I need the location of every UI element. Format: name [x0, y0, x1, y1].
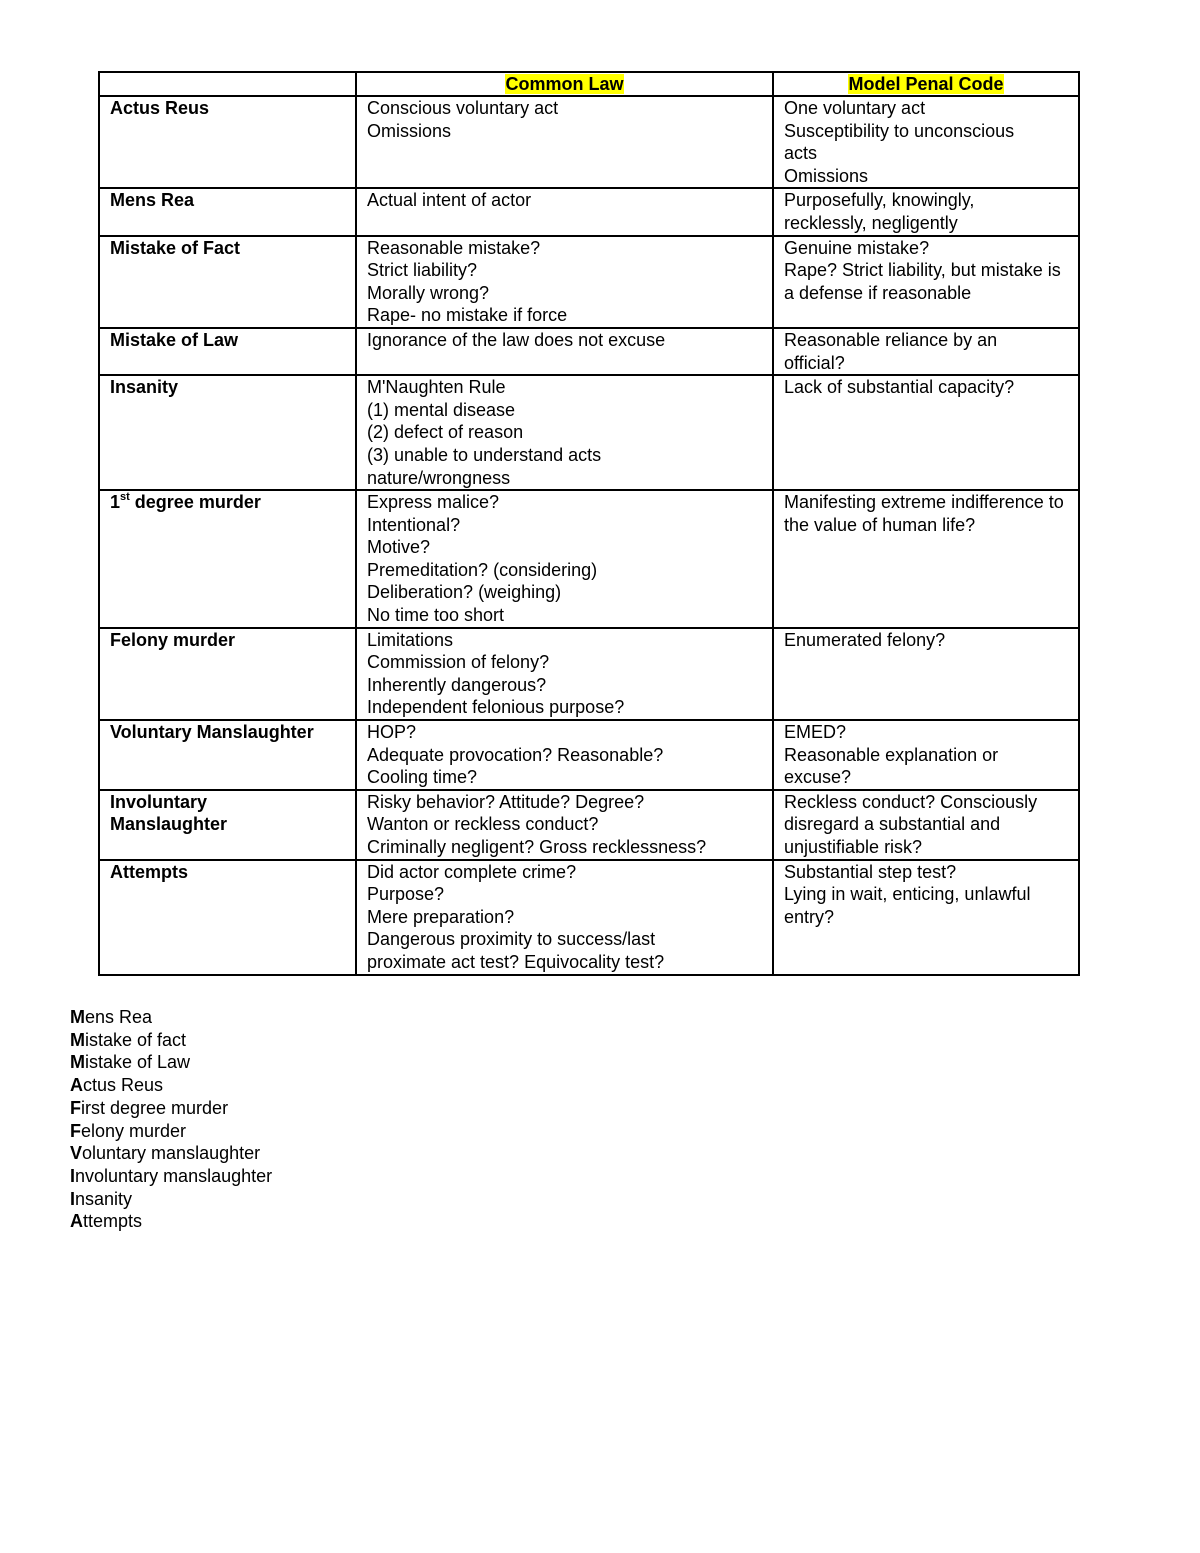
- cell-line: Susceptibility to unconscious acts: [784, 120, 1015, 164]
- list-item: Mens Rea: [70, 1007, 153, 1027]
- mpc-cell: [773, 790, 1079, 860]
- cell-line: Substantial step test?: [784, 861, 957, 882]
- cell-line: Reasonable explanation or excuse?: [784, 744, 999, 788]
- table-row: [99, 375, 1079, 490]
- mpc-cell: [773, 860, 1079, 975]
- list-item: Felony murder: [70, 1120, 187, 1141]
- common-law-cell: [356, 490, 773, 628]
- cell-line: Risky behavior? Attitude? Degree?: [367, 791, 645, 812]
- row-label-cell: [99, 860, 356, 975]
- list-item: Insanity: [70, 1188, 133, 1209]
- common-law-cell: [356, 790, 773, 860]
- row-label-cell: [99, 188, 356, 235]
- mpc-cell: [773, 328, 1079, 375]
- common-law-cell: [356, 375, 773, 490]
- table-row: [99, 790, 1079, 860]
- row-label: Felony murder: [110, 629, 236, 650]
- mpc-cell: [773, 628, 1079, 720]
- row-label: Involuntary Manslaughter: [110, 791, 228, 835]
- cell-line: Did actor complete crime?: [367, 861, 577, 882]
- mpc-cell: [773, 375, 1079, 490]
- cell-line: Ignorance of the law does not excuse: [367, 329, 666, 350]
- row-label-cell: [99, 490, 356, 628]
- cell-line: Premeditation? (considering): [367, 559, 598, 580]
- row-label-cell: [99, 790, 356, 860]
- common-law-cell: [356, 328, 773, 375]
- cell-line: Conscious voluntary act: [367, 98, 559, 118]
- row-label: Mistake of Fact: [110, 237, 241, 258]
- row-label: Insanity: [110, 377, 179, 398]
- cell-line: One voluntary act: [784, 98, 926, 118]
- common-law-cell: [356, 188, 773, 235]
- table-row: [99, 188, 1079, 235]
- mpc-cell: [773, 188, 1079, 235]
- cell-line: Independent felonious purpose?: [367, 697, 625, 718]
- list-item: Mistake of fact: [70, 1029, 187, 1050]
- list-item: Actus Reus: [70, 1075, 164, 1096]
- model-penal-code-heading: Model Penal Code: [848, 74, 1004, 94]
- mpc-cell: [773, 490, 1079, 628]
- cell-line: EMED?: [784, 722, 847, 743]
- common-law-cell: [356, 860, 773, 975]
- cell-line: Omissions: [784, 165, 869, 186]
- cell-line: Genuine mistake?: [784, 237, 930, 258]
- cell-line: HOP?: [367, 722, 417, 743]
- header-common-law: [356, 72, 773, 96]
- mpc-cell: [773, 96, 1079, 188]
- cell-line: (3) unable to understand acts nature/wrongness: [367, 444, 602, 488]
- cell-line: Limitations: [367, 629, 454, 650]
- cell-line: Purpose?: [367, 884, 445, 905]
- cell-line: Morally wrong?: [367, 282, 490, 303]
- row-label: Actus Reus: [110, 98, 210, 118]
- comparison-table: [98, 71, 1080, 976]
- row-label-cell: [99, 328, 356, 375]
- cell-line: Purposefully, knowingly, recklessly, negligently: [784, 190, 975, 233]
- common-law-cell: [356, 628, 773, 720]
- row-label-cell: [99, 720, 356, 790]
- row-label: 1st degree murder: [110, 491, 261, 513]
- cell-line: Express malice?: [367, 492, 500, 513]
- cell-line: Motive?: [367, 537, 431, 558]
- cell-line: Intentional?: [367, 514, 461, 535]
- mpc-cell: [773, 720, 1079, 790]
- table-row: [99, 328, 1079, 375]
- list-item: Involuntary manslaughter: [70, 1165, 273, 1186]
- list-item: Mistake of Law: [70, 1052, 191, 1073]
- cell-line: Strict liability?: [367, 260, 478, 281]
- cell-line: Rape? Strict liability, but mistake is a defense if reasonable: [784, 260, 1061, 303]
- cell-line: M'Naughten Rule: [367, 377, 506, 398]
- mnemonic-list: [70, 1006, 272, 1233]
- cell-line: Mere preparation?: [367, 906, 515, 927]
- table-row: [99, 628, 1079, 720]
- table-row: [99, 720, 1079, 790]
- table-row: [99, 236, 1079, 328]
- cell-line: Enumerated felony?: [784, 629, 946, 650]
- common-law-cell: [356, 96, 773, 188]
- list-item: First degree murder: [70, 1097, 229, 1118]
- list-item: Voluntary manslaughter: [70, 1143, 261, 1164]
- cell-line: Lying in wait, enticing, unlawful entry?: [784, 884, 1031, 927]
- cell-line: Actual intent of actor: [367, 190, 532, 211]
- cell-line: Inherently dangerous?: [367, 674, 547, 695]
- cell-line: Reasonable mistake?: [367, 237, 541, 258]
- row-label: Attempts: [110, 861, 189, 882]
- cell-line: No time too short: [367, 605, 505, 626]
- mpc-cell: [773, 236, 1079, 328]
- common-law-cell: [356, 720, 773, 790]
- row-label-cell: [99, 375, 356, 490]
- cell-line: Dangerous proximity to success/last proximate act test? Equivocality test?: [367, 929, 665, 972]
- cell-line: Deliberation? (weighing): [367, 582, 562, 603]
- cell-line: Commission of felony?: [367, 652, 550, 673]
- table-row: [99, 96, 1079, 188]
- cell-line: Adequate provocation? Reasonable?: [367, 744, 664, 765]
- row-label: Voluntary Manslaughter: [110, 722, 314, 743]
- row-label-cell: [99, 96, 356, 188]
- table-row: [99, 490, 1079, 628]
- row-label-cell: [99, 236, 356, 328]
- cell-line: Cooling time?: [367, 767, 478, 788]
- row-label-cell: [99, 628, 356, 720]
- cell-line: Wanton or reckless conduct?: [367, 814, 599, 835]
- header-blank-cell: [99, 72, 356, 96]
- cell-line: Rape- no mistake if force: [367, 305, 568, 326]
- header-model-penal-code: [773, 72, 1079, 96]
- row-label: Mistake of Law: [110, 329, 239, 350]
- cell-line: (2) defect of reason: [367, 422, 524, 443]
- cell-line: Lack of substantial capacity?: [784, 377, 1015, 398]
- table-header-row: [99, 72, 1079, 96]
- table-row: [99, 860, 1079, 975]
- list-item: Attempts: [70, 1211, 143, 1232]
- cell-line: Reasonable reliance by an official?: [784, 329, 998, 373]
- cell-line: Omissions: [367, 120, 452, 141]
- common-law-heading: Common Law: [505, 74, 624, 94]
- row-label: Mens Rea: [110, 190, 195, 211]
- cell-line: (1) mental disease: [367, 399, 516, 420]
- common-law-cell: [356, 236, 773, 328]
- cell-line: Manifesting extreme indifference to the value of human life?: [784, 492, 1064, 535]
- cell-line: Criminally negligent? Gross recklessness?: [367, 837, 707, 857]
- cell-line: Reckless conduct? Consciously disregard a substantial and unjustifiable risk?: [784, 791, 1038, 857]
